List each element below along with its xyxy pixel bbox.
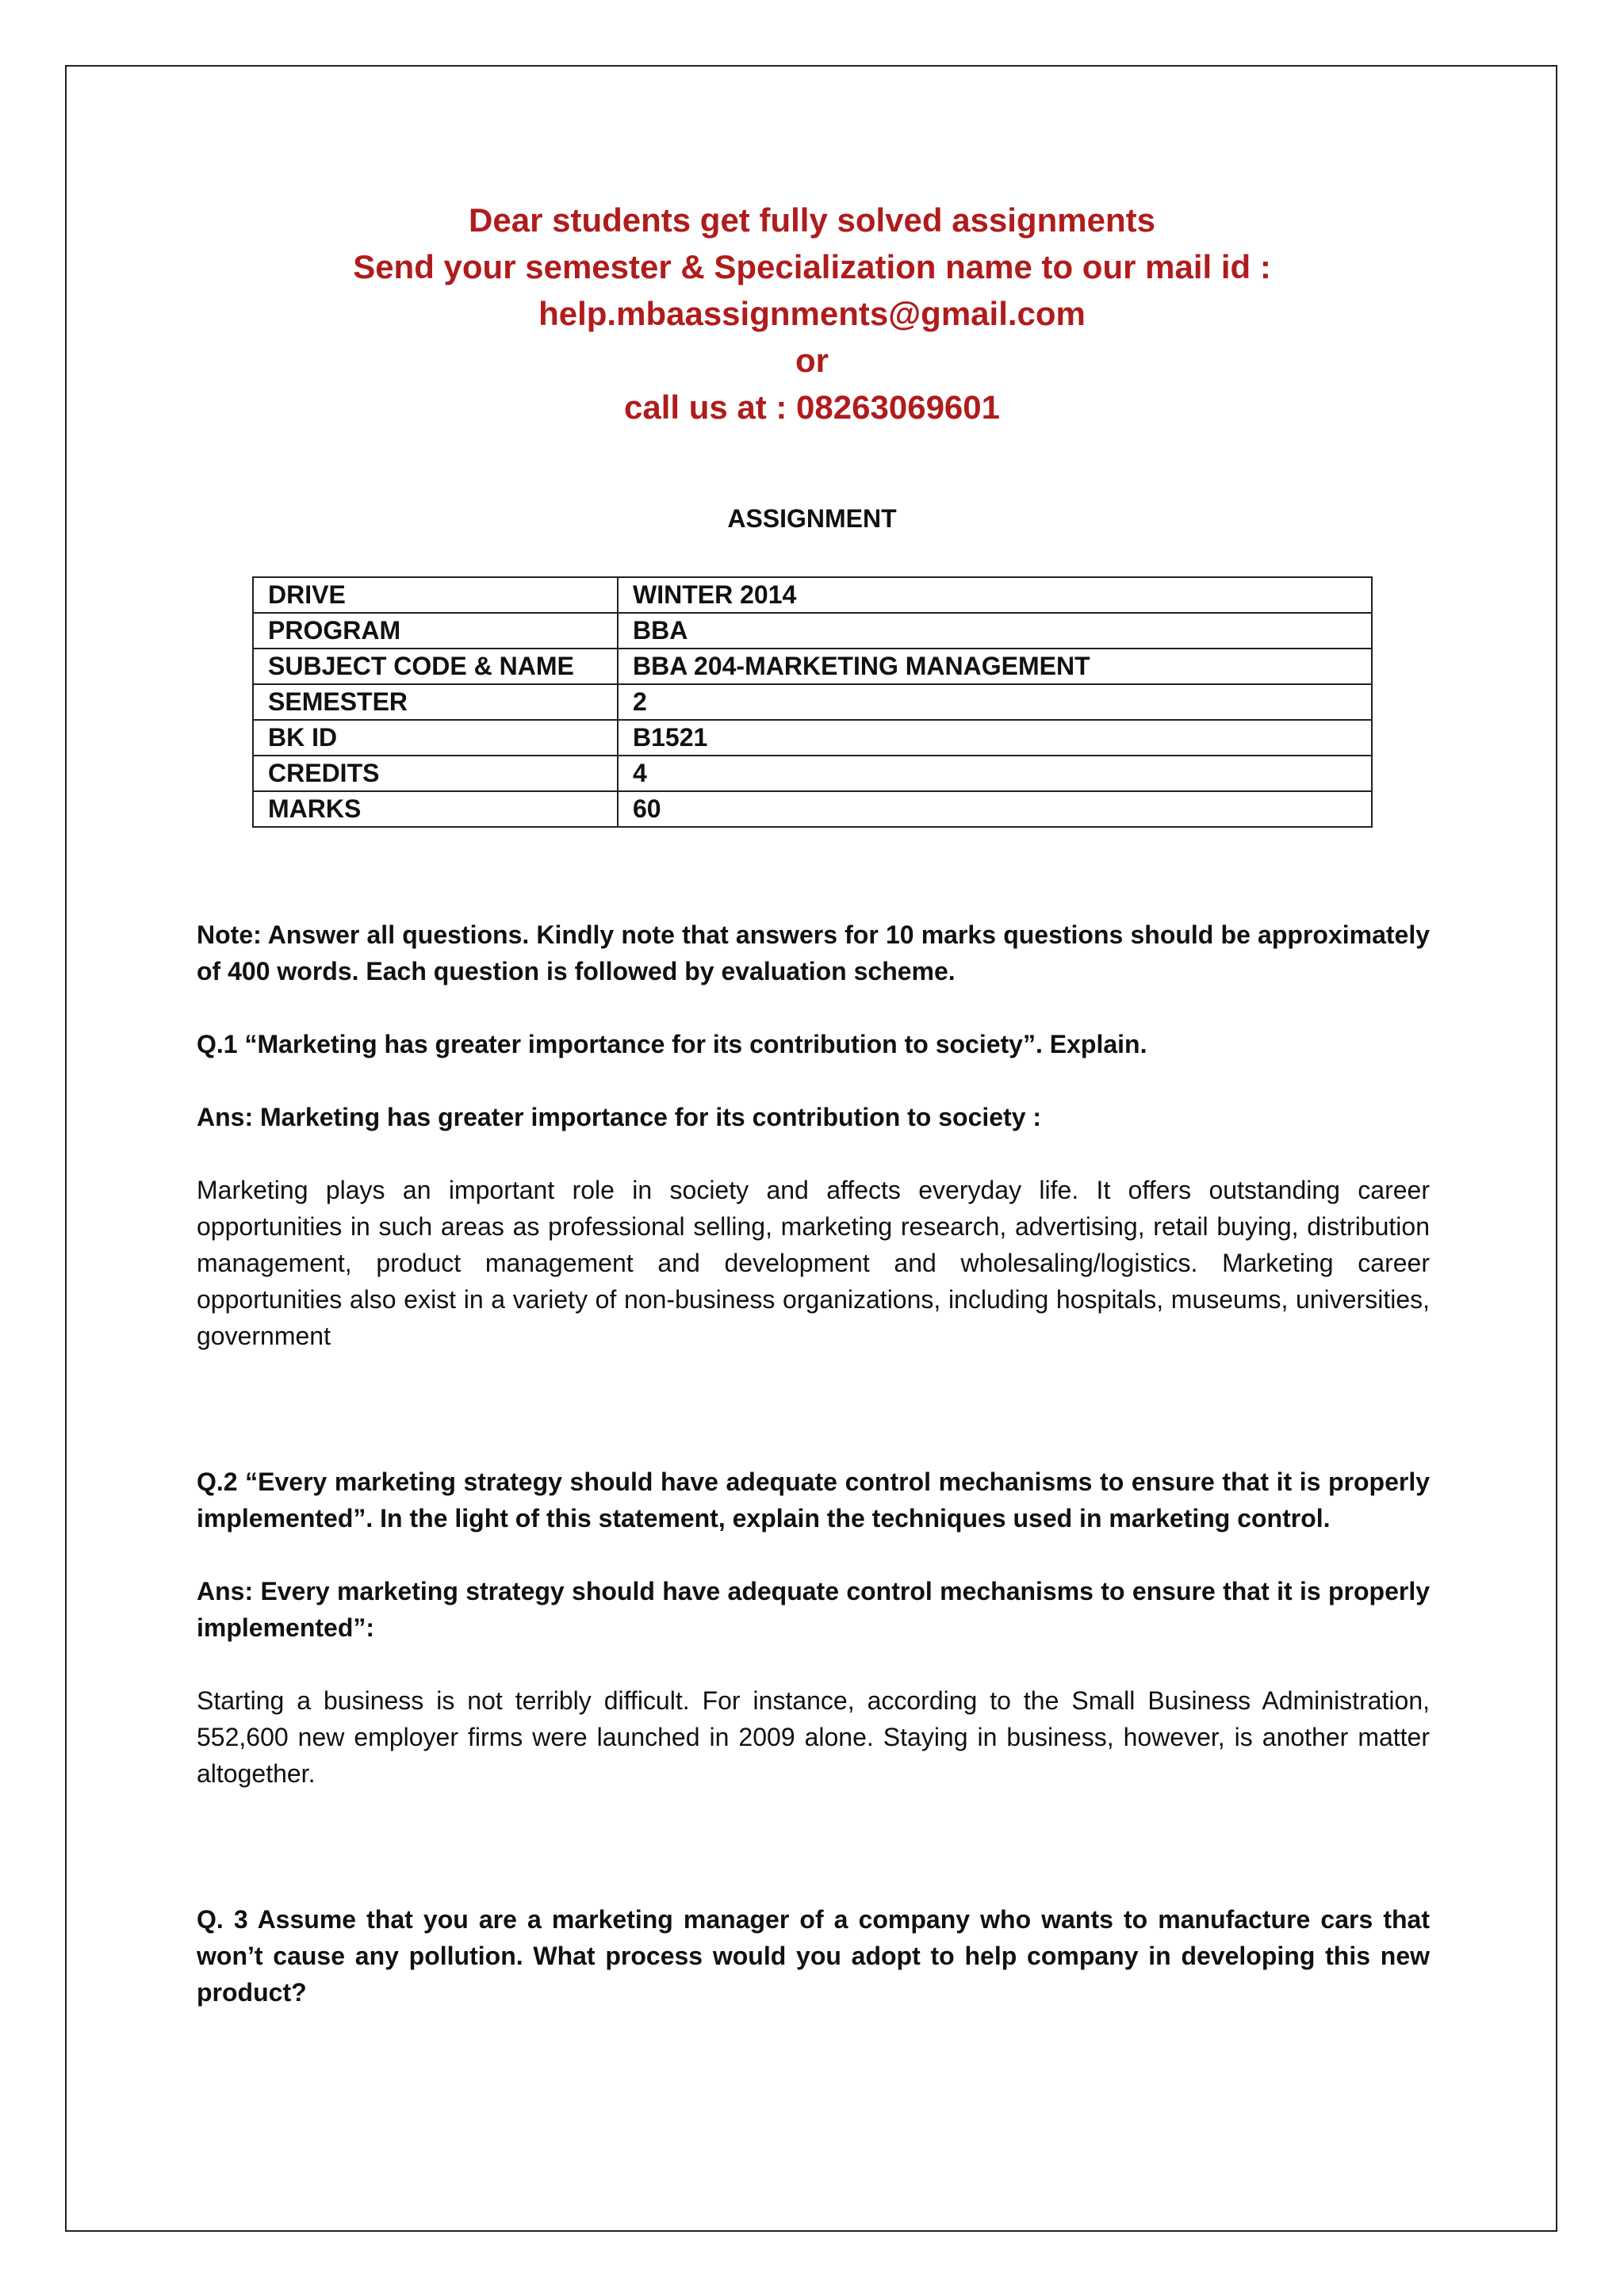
answer-2-body: Starting a business is not terribly difficult. For instance, according to the Small Business Administration, 552,600 new employer firms were launched in 2009 alone. Staying in business, however, is another matter altogether.: [197, 1686, 1430, 1788]
promo-line-or: or: [795, 342, 829, 379]
table-cell-key: CREDITS: [253, 756, 618, 791]
table-cell-key: MARKS: [253, 791, 618, 827]
table-cell-value: 4: [618, 756, 1372, 791]
table-cell-key: BK ID: [253, 720, 618, 756]
table-row: [253, 720, 1372, 756]
table-row: [253, 613, 1372, 649]
promo-line-2: Send your semester & Specialization name to our mail id :: [353, 248, 1271, 285]
table-row: [253, 649, 1372, 684]
table-cell-value: BBA: [618, 613, 1372, 649]
table-cell-value: WINTER 2014: [618, 577, 1372, 613]
promo-phone: call us at : 08263069601: [623, 388, 1001, 426]
table-cell-key: PROGRAM: [253, 613, 618, 649]
assignment-title: ASSIGNMENT: [727, 504, 897, 533]
answer-1-heading: Ans: Marketing has greater importance for its contribution to society :: [197, 1103, 1042, 1131]
table-row: [253, 684, 1372, 720]
table-cell-key: DRIVE: [253, 577, 618, 613]
table-cell-value: 2: [618, 684, 1372, 720]
answer-2-heading: Ans: Every marketing strategy should have adequate control mechanisms to ensure that it is properly implemented”:: [197, 1577, 1430, 1642]
promo-line-1: Dear students get fully solved assignments: [469, 201, 1155, 239]
assignment-info-table: [252, 576, 1373, 828]
promo-banner: [0, 197, 1624, 430]
table-row: [253, 577, 1372, 613]
question-3: Q. 3 Assume that you are a marketing manager of a company who wants to manufacture cars that won’t cause any pollution. What process would you adopt to help company in developing this new product?: [197, 1905, 1430, 2007]
table-cell-value: BBA 204-MARKETING MANAGEMENT: [618, 649, 1372, 684]
table-cell-value: B1521: [618, 720, 1372, 756]
question-1: Q.1 “Marketing has greater importance for its contribution to society”. Explain.: [197, 1030, 1147, 1058]
table-row: [253, 791, 1372, 827]
table-cell-key: SUBJECT CODE & NAME: [253, 649, 618, 684]
promo-email[interactable]: help.mbaassignments@gmail.com: [538, 295, 1086, 332]
table-row: [253, 756, 1372, 791]
table-cell-value: 60: [618, 791, 1372, 827]
table-cell-key: SEMESTER: [253, 684, 618, 720]
document-body: [197, 916, 1430, 2011]
question-2: Q.2 “Every marketing strategy should have adequate control mechanisms to ensure that it is properly implemented”. In the light of this statement, explain the techniques used in marketing control.: [197, 1468, 1430, 1533]
answer-1-body: Marketing plays an important role in society and affects everyday life. It offers outstanding career opportunities in such areas as professional selling, marketing research, advertising, retail buying, distribution management, product management and development and wholesaling/logistics. Marketing career opportunities also exist in a variety of non-business organizations, including hospitals, museums, universities, government: [197, 1176, 1430, 1350]
note-paragraph: Note: Answer all questions. Kindly note that answers for 10 marks questions should be approximately of 400 words. Each question is followed by evaluation scheme.: [197, 920, 1430, 985]
